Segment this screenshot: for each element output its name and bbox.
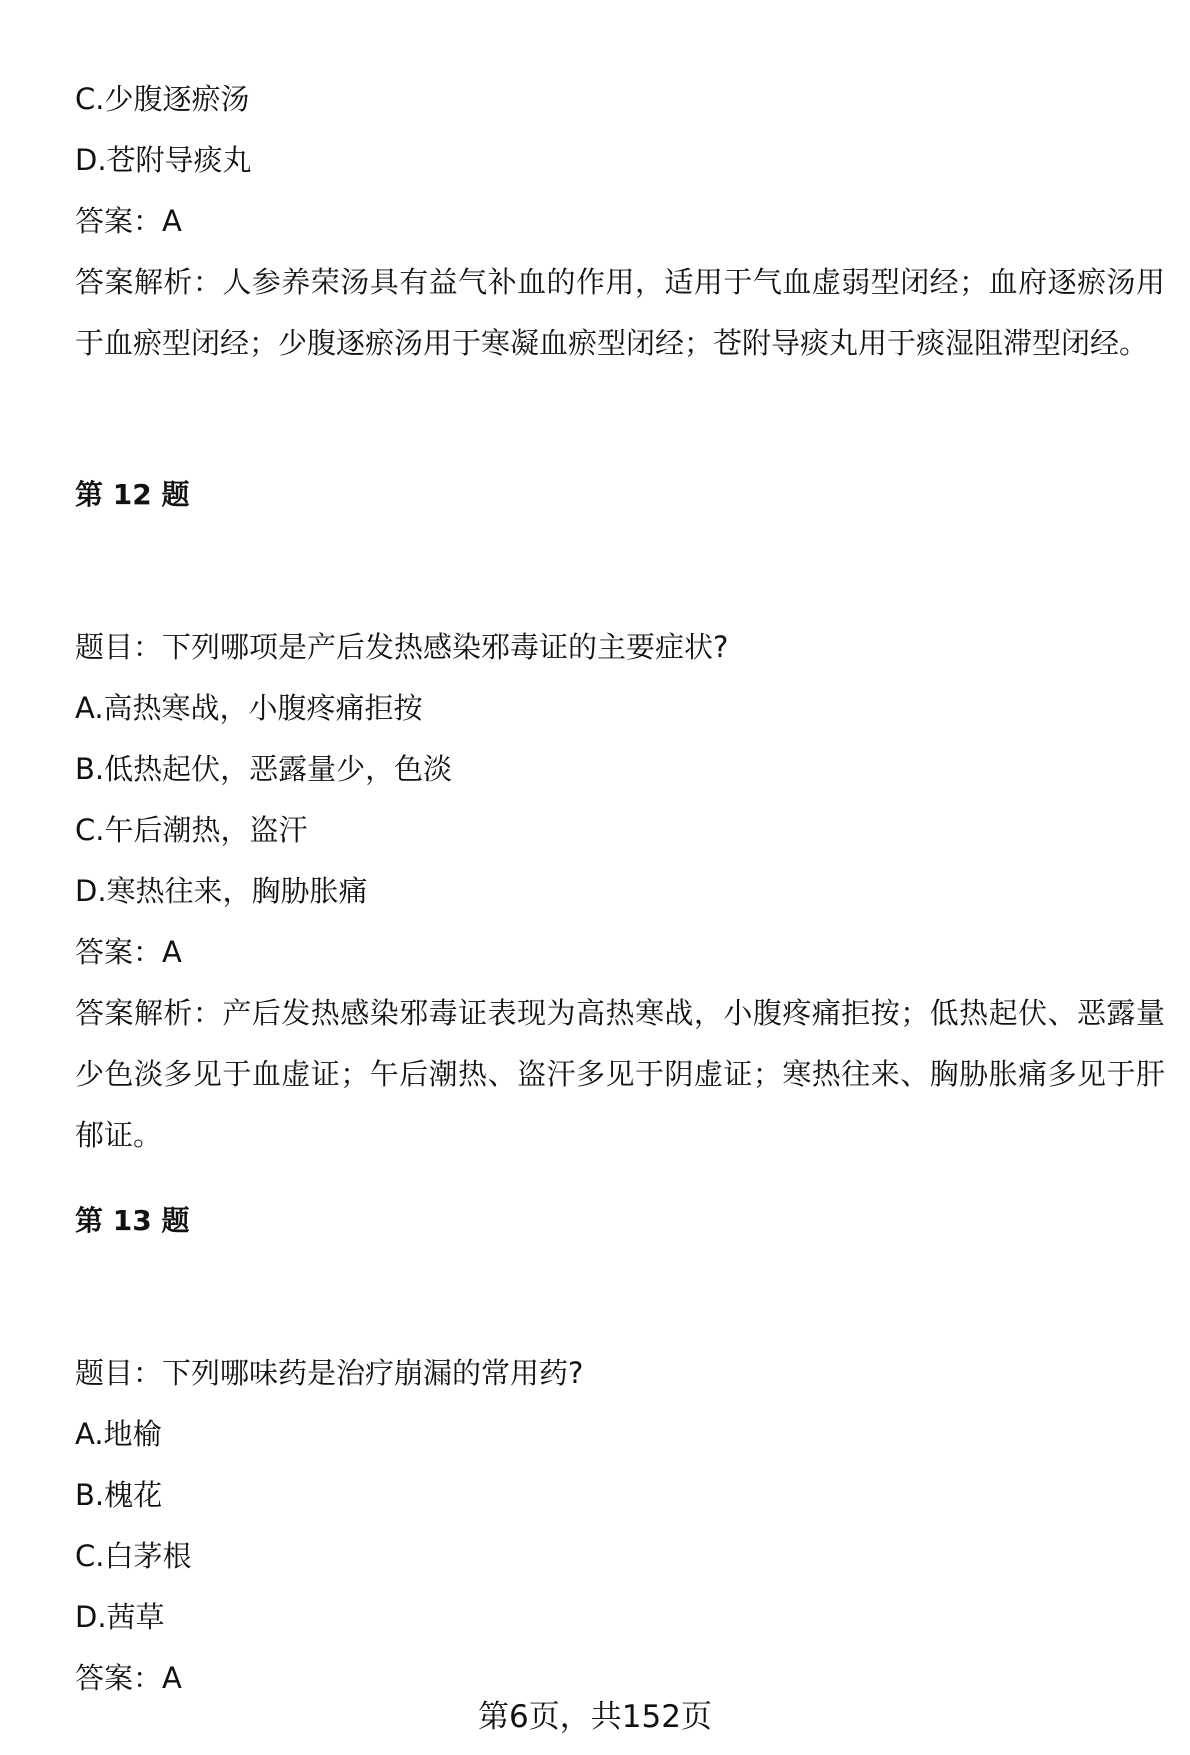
option-d: D.寒热往来，胸胁胀痛 [75,874,368,908]
option-d: D.苍附导痰丸 [75,143,252,177]
option-c: C.午后潮热，盗汗 [75,813,308,847]
option-a: A.高热寒战，小腹疼痛拒按 [75,691,423,725]
option-b: B.低热起伏，恶露量少，色淡 [75,752,453,786]
option-c: C.白茅根 [75,1539,192,1573]
question-13-title: 第 13 题 [75,1204,190,1237]
answer: 答案：A [75,935,182,969]
explanation: 答案解析：产后发热感染邪毒证表现为高热寒战，小腹疼痛拒按；低热起伏、恶露量少色淡多见于血虚证；午后潮热、盗汗多见于阴虚证；寒热往来、胸胁胀痛多见于肝郁证。 [75,996,1165,1152]
option-c: C.少腹逐瘀汤 [75,82,250,116]
question-12-title: 第 12 题 [75,478,190,511]
question-13 [75,1343,583,1709]
q11-fragment [75,69,1165,374]
answer: 答案：A [75,1661,182,1695]
question-stem: 题目：下列哪味药是治疗崩漏的常用药? [75,1356,584,1390]
page-number-footer: 第6页，共152页 [478,1699,712,1735]
answer: 答案：A [75,204,182,238]
question-stem: 题目：下列哪项是产后发热感染邪毒证的主要症状? [75,630,729,664]
option-a: A.地榆 [75,1417,162,1451]
question-12 [75,617,1165,1166]
option-d: D.茜草 [75,1600,165,1634]
option-b: B.槐花 [75,1478,163,1512]
explanation: 答案解析：人参养荣汤具有益气补血的作用，适用于气血虚弱型闭经；血府逐瘀汤用于血瘀型闭经；少腹逐瘀汤用于寒凝血瘀型闭经；苍附导痰丸用于痰湿阻滞型闭经。 [75,265,1165,360]
